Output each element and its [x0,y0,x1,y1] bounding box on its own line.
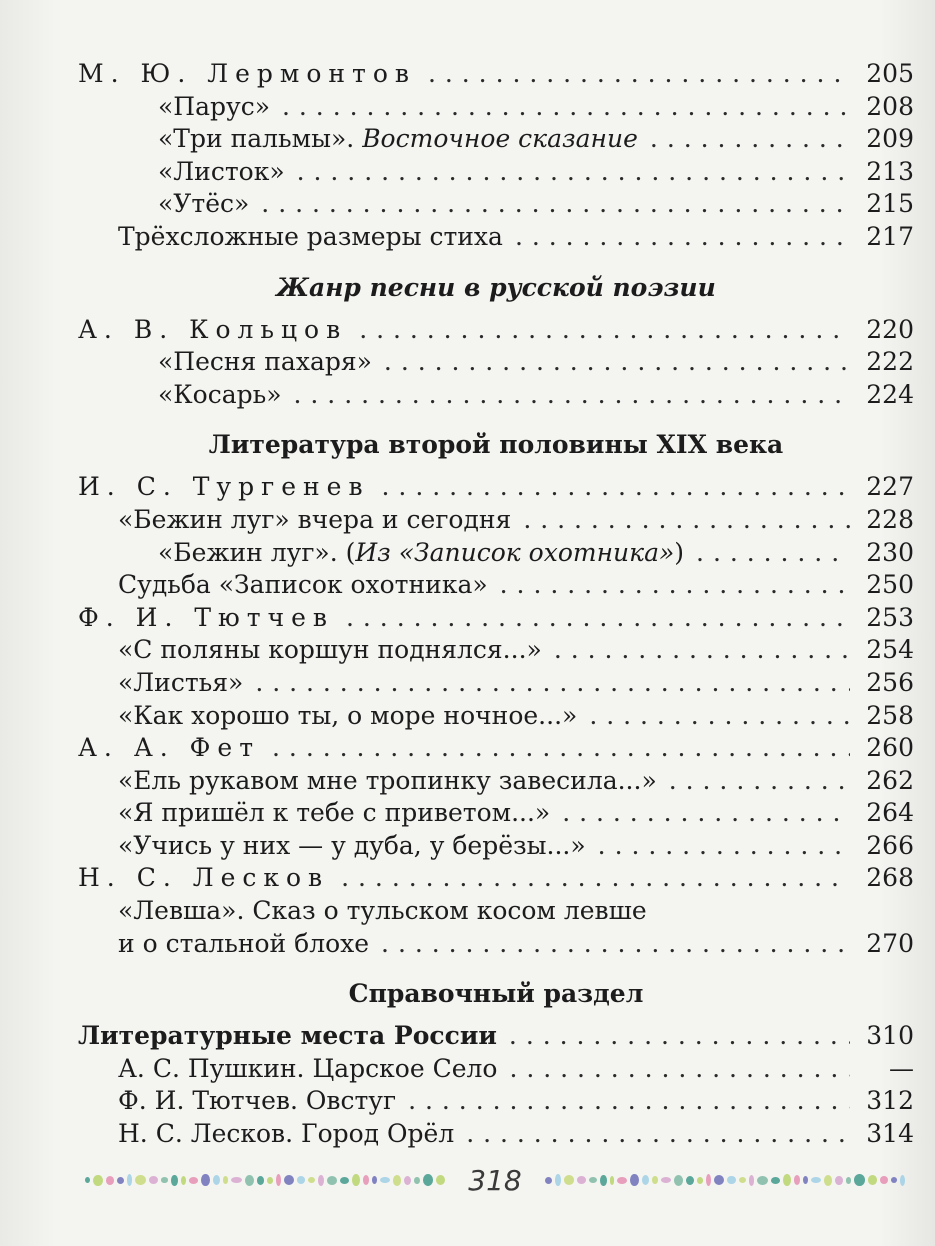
pebble-dot [372,1176,377,1184]
pebble-dot [564,1175,575,1185]
leader-dots [523,504,850,537]
toc-entry [78,732,914,765]
leader-dots [598,830,850,863]
page-footer [85,1160,905,1200]
pebble-dot [327,1176,337,1185]
pebble-dot [414,1177,420,1184]
page-ref: 266 [866,830,914,860]
pebble-dot [85,1177,90,1183]
pebble-dot [404,1176,411,1185]
entry-title: Литературные места России [78,1021,497,1051]
pebble-dot [267,1177,273,1184]
pebble-dot [161,1177,169,1183]
entry-title: «Бежин луг» вчера и сегодня [118,504,512,534]
pebble-dot [318,1175,324,1186]
leader-dots [515,221,850,254]
page-ref: 262 [866,765,914,795]
pebble-dot [423,1174,433,1186]
page-ref: 205 [866,59,914,88]
leader-dots [408,1085,850,1118]
pebble-dot [600,1175,606,1186]
toc-entry [78,504,914,537]
pebble-dot [803,1176,808,1184]
pebble-dot [835,1176,842,1185]
page-ref: 215 [866,189,914,219]
pebble-dot [117,1177,124,1184]
entry-title: А. С. Пушкин. Царское Село [118,1053,498,1083]
pebble-dot [106,1176,114,1185]
entry-title: Ф. И. Тютчев [78,602,335,632]
section-heading: Литература второй половины XIX века [208,430,784,460]
page-ref: 253 [866,602,914,632]
page-ref: 256 [866,667,914,697]
entry-title: «Ель рукавом мне тропинку завесила...» [118,765,657,795]
toc-entry [78,156,914,189]
entry-title: Ф. И. Тютчев. Овстуг [118,1086,397,1116]
entry-title: «Косарь» [158,379,282,409]
pebble-dot [380,1177,390,1183]
entry-subtitle: Восточное сказание [362,124,638,154]
leader-dots [509,1020,850,1053]
pebble-dot [854,1174,865,1186]
leader-dots [359,314,850,347]
pebble-dot [880,1176,888,1184]
entry-subtitle: Из «Записок охотника» [355,537,675,567]
pebble-dot [661,1177,672,1183]
page-ref: 230 [866,537,914,567]
toc-entry [78,379,914,412]
pebble-dot [189,1177,199,1184]
leader-dots [428,58,850,91]
pebble-dot [436,1175,445,1185]
pebble-dot [652,1176,658,1184]
section-heading: Жанр песни в русской поэзии [276,272,716,302]
leader-dots [341,862,850,895]
toc-entry [78,1020,914,1053]
toc-entry [78,569,914,602]
pebble-dot [352,1174,360,1186]
toc-entry [78,830,914,863]
pebble-dot [727,1176,735,1184]
toc-entry [78,471,914,504]
leader-dots [509,1053,850,1086]
toc-entry [78,123,914,156]
pebble-dot [824,1175,832,1186]
pebble-dot [545,1177,552,1184]
pebble-dot [706,1174,711,1186]
section-heading: Справочный раздел [348,979,644,1009]
leader-dots [381,928,850,961]
entry-title: А. В. Кольцов [78,314,348,344]
entry-title-main: «Бежин луг». ( [158,537,356,567]
page-ref: 270 [866,928,914,958]
page-ref: 254 [866,635,914,665]
page-ref: 268 [866,863,914,893]
pebble-dot [697,1177,703,1184]
page-ref: 208 [866,91,914,121]
pebble-dot [771,1177,780,1184]
leader-dots [466,1118,850,1151]
entry-title: «Песня пахаря» [158,347,372,377]
leader-dots [562,797,850,830]
entry-title: И. С. Тургенев [78,472,370,502]
entry-title-close: ) [674,537,685,567]
pebble-dot [171,1175,177,1186]
pebble-dot [245,1175,254,1186]
pebble-dot [783,1174,791,1186]
leader-dots [346,602,850,635]
leader-dots [589,700,850,733]
pebble-dot [577,1176,586,1184]
pebble-dot [757,1176,768,1185]
page-ref: 260 [866,733,914,763]
pebble-dot [868,1175,877,1185]
leader-dots [650,123,850,156]
toc-entry [78,91,914,124]
pebble-dot [794,1175,800,1185]
entry-title: Трёхсложные размеры стиха [118,221,503,251]
pebble-dot [555,1174,561,1186]
entry-title: А. А. Фет [78,733,261,763]
entry-title-main: «Три пальмы». [158,124,355,154]
pebble-dot [714,1175,724,1185]
entry-title: и о стальной блохе [118,928,370,958]
entry-title: «Листья» [118,667,244,697]
page-ref: 312 [866,1086,914,1116]
leader-dots [261,188,850,221]
toc-entry [78,928,914,961]
pebble-dot [589,1177,597,1183]
pebble-dot [340,1177,349,1184]
pebble-dot [610,1176,615,1185]
pebble-ornament-right [545,1174,905,1186]
pebble-dot [891,1177,897,1183]
pebble-dot [297,1176,305,1184]
pebble-dot [811,1177,821,1183]
page-ref: 258 [866,700,914,730]
toc-entry [78,1053,914,1086]
leader-dots [384,346,850,379]
toc-entry [78,314,914,347]
leader-dots [382,471,850,504]
entry-title: «Учись у них — у дуба, у берёзы...» [118,830,586,860]
pebble-dot [749,1175,755,1186]
leader-dots [282,91,850,124]
toc-entry [78,1118,914,1151]
toc-entry [78,667,914,700]
page-number: 318 [468,1163,522,1197]
page-ref: 222 [866,347,914,377]
toc-entry [78,700,914,733]
pebble-dot [686,1176,694,1185]
entry-title: «Листок» [158,156,285,186]
pebble-dot [231,1177,241,1183]
leader-dots [669,765,850,798]
toc-entry [78,634,914,667]
pebble-dot [149,1176,158,1184]
leader-dots [255,667,850,700]
leader-dots [272,732,850,765]
entry-title: «Парус» [158,91,271,121]
pebble-dot [630,1174,638,1186]
entry-title: М. Ю. Лермонтов [78,59,416,88]
entry-title: «С поляны коршун поднялся...» [118,635,542,665]
page-ref: — [889,1053,914,1083]
page-ref: 250 [866,570,914,600]
page-ref: 217 [866,221,914,251]
leader-dots [554,634,850,667]
entry-title: Н. С. Лесков [78,863,330,893]
entry-title: Н. С. Лесков. Город Орёл [118,1119,455,1149]
toc-entry [78,797,914,830]
toc-entry [78,537,914,570]
toc-entry [78,602,914,635]
leader-dots [500,569,850,602]
entry-title [158,537,684,570]
pebble-dot [393,1175,401,1186]
pebble-dot [617,1177,627,1184]
leader-dots [297,156,850,189]
toc-entry [78,765,914,798]
page-ref: 209 [866,124,914,154]
pebble-ornament-left [85,1174,445,1186]
page-ref: 213 [866,156,914,186]
toc-entry [78,1085,914,1118]
pebble-dot [201,1174,209,1186]
pebble-dot [900,1175,905,1186]
pebble-dot [674,1175,683,1186]
page-ref: 220 [866,314,914,344]
entry-title [158,123,638,156]
page-ref: 314 [866,1119,914,1149]
pebble-dot [213,1175,220,1185]
toc-entry [78,346,914,379]
pebble-dot [642,1175,649,1185]
toc-entry [78,862,914,895]
toc-entry [78,58,914,91]
pebble-dot [276,1174,281,1186]
pebble-dot [135,1175,145,1185]
pebble-dot [127,1174,133,1186]
entry-title: Судьба «Записок охотника» [118,570,488,600]
toc-entry [78,188,914,221]
pebble-dot [181,1176,186,1185]
entry-title: «Я пришёл к тебе с приветом...» [118,798,551,828]
page-ref: 227 [866,472,914,502]
entry-title-line: «Левша». Сказ о тульском косом левше [118,896,647,926]
pebble-dot [363,1175,369,1185]
page-ref: 224 [866,379,914,409]
entry-title: «Утёс» [158,189,250,219]
toc-entry [78,221,914,254]
entry-title: «Как хорошо ты, о море ночное...» [118,700,578,730]
page-ref: 264 [866,798,914,828]
pebble-dot [284,1175,294,1185]
pebble-dot [93,1175,103,1186]
leader-dots [294,379,850,412]
leader-dots [696,537,850,570]
pebble-dot [257,1176,265,1185]
pebble-dot [223,1176,229,1184]
page-ref: 228 [866,504,914,534]
pebble-dot [846,1177,852,1184]
table-of-contents [78,58,914,1151]
pebble-dot [308,1177,315,1183]
pebble-dot [739,1177,746,1183]
page-ref: 310 [866,1021,914,1051]
